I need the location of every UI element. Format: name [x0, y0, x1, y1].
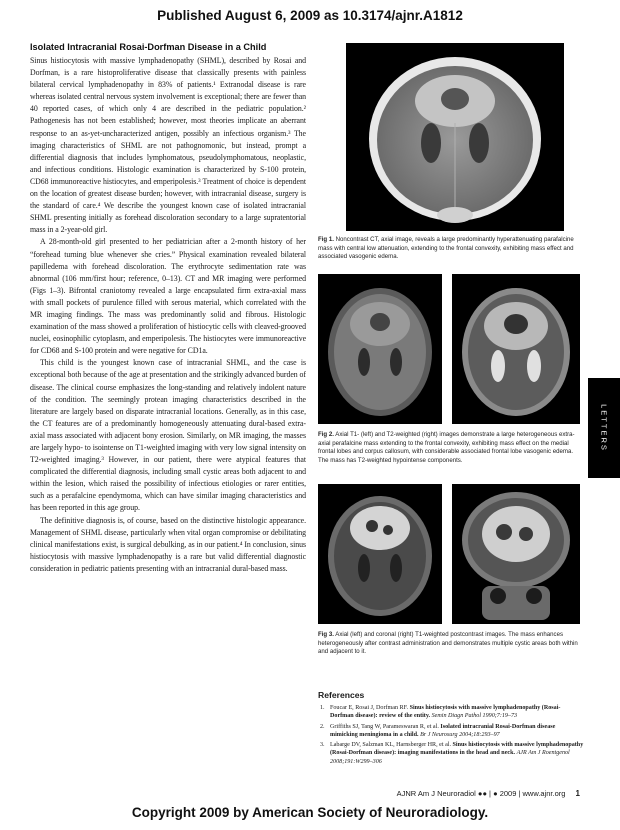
journal-footer: AJNR Am J Neuroradiol ●● | ● 2009 | www.ajnr.org: [396, 789, 566, 798]
references-list: [318, 704, 584, 768]
figure-3-axial-image: [318, 484, 442, 624]
references-heading: References: [318, 690, 365, 700]
article-title: Isolated Intracranial Rosai-Dorfman Disease in a Child: [30, 42, 267, 52]
figure-3-coronal-image: [452, 484, 580, 624]
copyright-banner: Copyright 2009 by American Society of Neuroradiology.: [131, 805, 489, 820]
figure-2-t2-image: [452, 274, 580, 424]
article-body: [30, 42, 306, 575]
paragraph-case: A 28-month-old girl presented to her pediatrician after a 2-month history of her “forehead turning blue whenever she cries.” Physical examination revealed bilateral papilledema with forehead discoloration. The erythrocyte sedimentation rate was abnormal (106 mm/first hour; reference, 0–13). CT and MR imaging were performed (Figs 1–3). Bifrontal craniotomy revealed a large encapsulated firm extra-axial mass with small pockets of purulence filled with serous material, which correlated with the MR imaging findings. The mass was predominantly solid and fibrous. Histologic examination of the mass showed a proliferation of histiocytic cells with cleaved-grooved nuclei, eosinophilic cytoplasm, and emperipolesis. The histiocytes were immunoreactive for CD68 and S-100 protein and were negative for CD1a.: [30, 237, 306, 356]
paragraph-discussion: This child is the youngest known case of intracranial SHML, and the case is exceptional both because of the age at presentation and the strikingly advanced burden of disease. The clinical course emphasizes the long-standing and relatively indolent nature of the condition. The seemingly protean imaging characteristics described in the literature are largely based on disparate intracranial locations. Generally, as in this case, the CT features are of a predominantly homogeneously attenuating dural-based extra-axial mass associated with adjacent bony erosion. Similarly, on MR imaging, the masses are largely hypo- to isointense on T1-weighted imaging with very low signal intensity on T2-weighted imaging.³ However, in our patient, there were atypical features that complicated the differential diagnosis, including small cystic areas both adjacent to and within the lesion, which raised the possibility of infectious etiologies or rarer entities, such as a perafalcine ependymoma, which can have similar imaging characteristics and has been reported in this age group.: [30, 358, 306, 513]
figure-2-label: Fig 2.: [318, 431, 334, 438]
figure-3-label: Fig 3.: [318, 631, 334, 638]
published-banner: Published August 6, 2009 as 10.3174/ajnr.A1812: [157, 8, 463, 23]
figure-1-text: Noncontrast CT, axial image, reveals a large predominantly hyperattenuating parafalcine mass with central low attenuation, extending to the frontal convexity, exhibiting mass effect and associated vasogenic edema.: [318, 236, 574, 261]
letters-section-tab: [588, 378, 620, 478]
figure-1-ct-image: [346, 43, 564, 231]
figure-1-caption: [318, 236, 584, 262]
page-number: 1: [575, 789, 580, 798]
letters-tab-label: LETTERS: [599, 404, 609, 452]
figure-2-t1-image: [318, 274, 442, 424]
reference-item: 1. Foucar E, Rosai J, Dorfman RF. Sinus histiocytosis with massive lymphadenopathy (Rosai-Dorfman disease): review of the entity. Semin Diagn Pathol 1990;7:19–73: [320, 705, 561, 720]
page-footer: [318, 789, 580, 798]
paragraph-intro: Sinus histiocytosis with massive lymphadenopathy (SHML), described by Rosai and Dorfman, is a rare histoproliferative disease that classically presents with painless bilateral cervical lymphadenopathy in 83% of patients.¹ Extranodal disease is rare whereas isolated central nervous system involvement is exceptional; there are fewer than 40 reported cases, of which only 4 are described in the pediatric population.² Pathogenesis has not been established; however, most theories implicate an aberrant response to an as-yet-uncharacterized antigen, possibly an infectious organism.³ The imaging characteristics of SHML are not pathognomonic, but instead, prompt a differential diagnosis that includes lymphomatous, pseudolymphomatous, neoplastic, and infectious conditions. Histologic examination is characterized by S-100 protein, CD68 immunoreactive histiocytes, and emperipolesis.³ Treatment of choice is dependent on the location of greatest disease burden; however, with intracranial disease, surgery is the standard of care.⁴ We describe the youngest known case of isolated intracranial SHML presenting initially as forehead discoloration secondary to a large supratentorial mass in a 2-year-old girl.: [30, 56, 306, 235]
figure-2-text: Axial T1- (left) and T2-weighted (right) images demonstrate a large heterogeneous extra-axial perafalcine mass extending to the frontal convexity, exhibiting mass effect on the medial frontal lobes and corpus callosum, with considerable associated frontal lobe vasogenic edema. The mass has T2-weighted hypointense components.: [318, 431, 575, 464]
figure-2-caption: [318, 431, 584, 465]
reference-item: 3. Labarge DV, Salzman KL, Harnsberger HR, et al. Sinus histiocytosis with massive lymphadenopathy (Rosai-Dorfman disease): imaging manifestations in the head and neck. AJR Am J Roentgenol 2008;191:W299–306: [320, 742, 584, 765]
paragraph-conclusion: The definitive diagnosis is, of course, based on the distinctive histologic appearance. Management of SHML disease, particularly when vital organ compromise or debilitating clinical manifestations exist, is surgical debulking, as in our patient.⁴ In conclusion, sinus histiocytosis with massive lymphadenopathy is a rare but valid differential diagnostic consideration in pediatric patients presenting with an intracranial dural-based mass.: [30, 515, 306, 573]
figure-3-caption: [318, 631, 584, 657]
figure-1-label: Fig 1.: [318, 236, 334, 243]
figure-3-text: Axial (left) and coronal (right) T1-weighted postcontrast images. The mass enhances heterogeneously after contrast administration and demonstrates multiple cystic areas both within and adjacent to it.: [318, 631, 578, 656]
reference-item: 2. Griffiths SJ, Tang W, Parameswaran R, et al. Isolated intracranial Rosai-Dorfman disease mimicking meningioma in a child. Br J Neurosurg 2004;18:293–97: [320, 723, 556, 738]
